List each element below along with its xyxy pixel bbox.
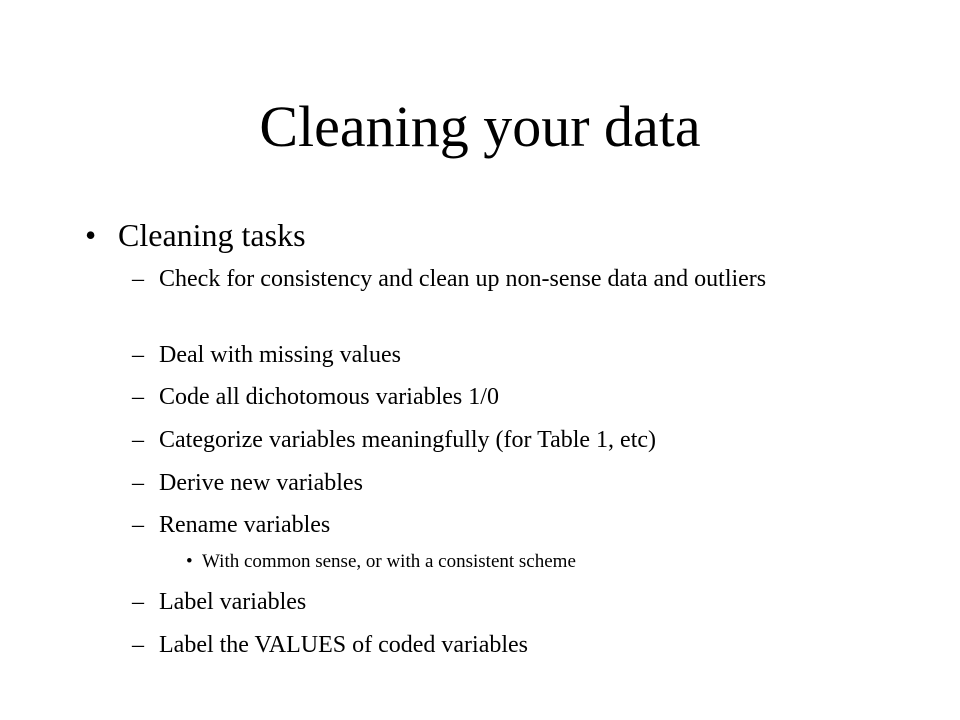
task-text: Rename variables xyxy=(159,512,331,538)
task-text: Label the VALUES of coded variables xyxy=(159,632,529,658)
task-text: Deal with missing values xyxy=(159,342,401,368)
task-item-derive xyxy=(132,468,862,498)
dash-marker: – xyxy=(132,589,144,615)
task-text: Categorize variables meaningfully (for Table 1, etc) xyxy=(159,427,657,453)
task-item-label-values xyxy=(132,630,862,660)
task-item-consistency xyxy=(132,264,862,294)
dash-marker: – xyxy=(132,470,144,496)
task-item-label-variables xyxy=(132,587,862,617)
slide-title: Cleaning your data xyxy=(259,94,701,159)
dash-marker: – xyxy=(132,384,144,410)
bullet-marker: • xyxy=(85,217,97,253)
task-text: Derive new variables xyxy=(159,470,363,496)
task-text: Code all dichotomous variables 1/0 xyxy=(159,384,499,410)
task-item-rename xyxy=(132,510,862,540)
task-item-dichotomous xyxy=(132,382,862,412)
task-item-missing-values xyxy=(132,340,862,370)
dash-marker: – xyxy=(132,427,144,453)
dash-marker: – xyxy=(132,512,144,538)
task-text: Label variables xyxy=(159,589,307,615)
dash-marker: – xyxy=(132,266,144,292)
main-bullet-text: Cleaning tasks xyxy=(118,217,306,253)
task-item-categorize xyxy=(132,425,862,455)
dash-marker: – xyxy=(132,632,144,658)
main-bullet xyxy=(85,215,306,255)
rename-subpoint-text: With common sense, or with a consistent scheme xyxy=(202,551,576,572)
sub-bullet-marker: • xyxy=(186,551,193,572)
dash-marker: – xyxy=(132,342,144,368)
rename-subpoint xyxy=(186,550,576,574)
task-text: Check for consistency and clean up non-sense data and outliers xyxy=(159,266,767,292)
